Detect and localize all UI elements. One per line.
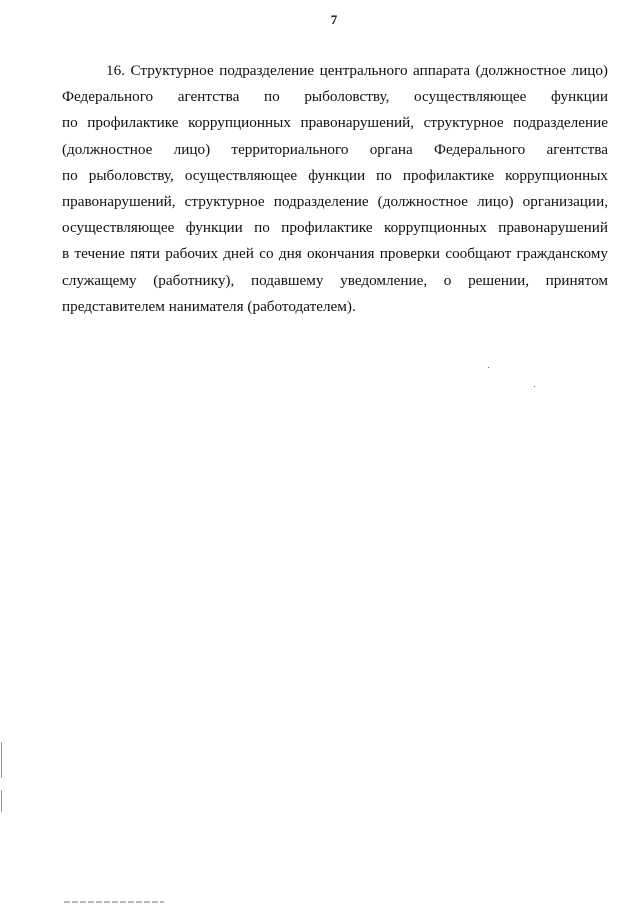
paragraph-line: осуществляющее функции по профилактике коррупционных правонарушений xyxy=(62,219,608,237)
paragraph-line: 16. Структурное подразделение центрального аппарата (должностное лицо) xyxy=(106,62,608,79)
paragraph-line: по рыболовству, осуществляющее функции по профилактике коррупционных xyxy=(62,166,608,184)
paragraph-line: представителем нанимателя (работодателем). xyxy=(62,297,356,315)
scan-footer-artifact xyxy=(64,901,164,903)
paragraph-line: в течение пяти рабочих дней со дня окончания проверки сообщают гражданскому xyxy=(62,245,608,263)
scan-speck xyxy=(534,386,535,387)
paragraph-line: правонарушений, структурное подразделение (должностное лицо) организации, xyxy=(62,193,608,211)
paragraph-line: Федерального агентства по рыболовству, осуществляющее функции xyxy=(62,88,608,106)
paragraph-line: по профилактике коррупционных правонарушений, структурное подразделение xyxy=(62,114,608,132)
scan-edge-mark xyxy=(1,790,2,812)
page-number: 7 xyxy=(330,12,338,27)
paragraph-line: (должностное лицо) территориального органа Федерального агентства xyxy=(62,140,608,158)
scan-edge-mark xyxy=(1,742,2,778)
paragraph-16 xyxy=(62,58,608,320)
scan-speck xyxy=(488,367,489,368)
paragraph-line: служащему (работнику), подавшему уведомление, о решении, принятом xyxy=(62,271,608,289)
